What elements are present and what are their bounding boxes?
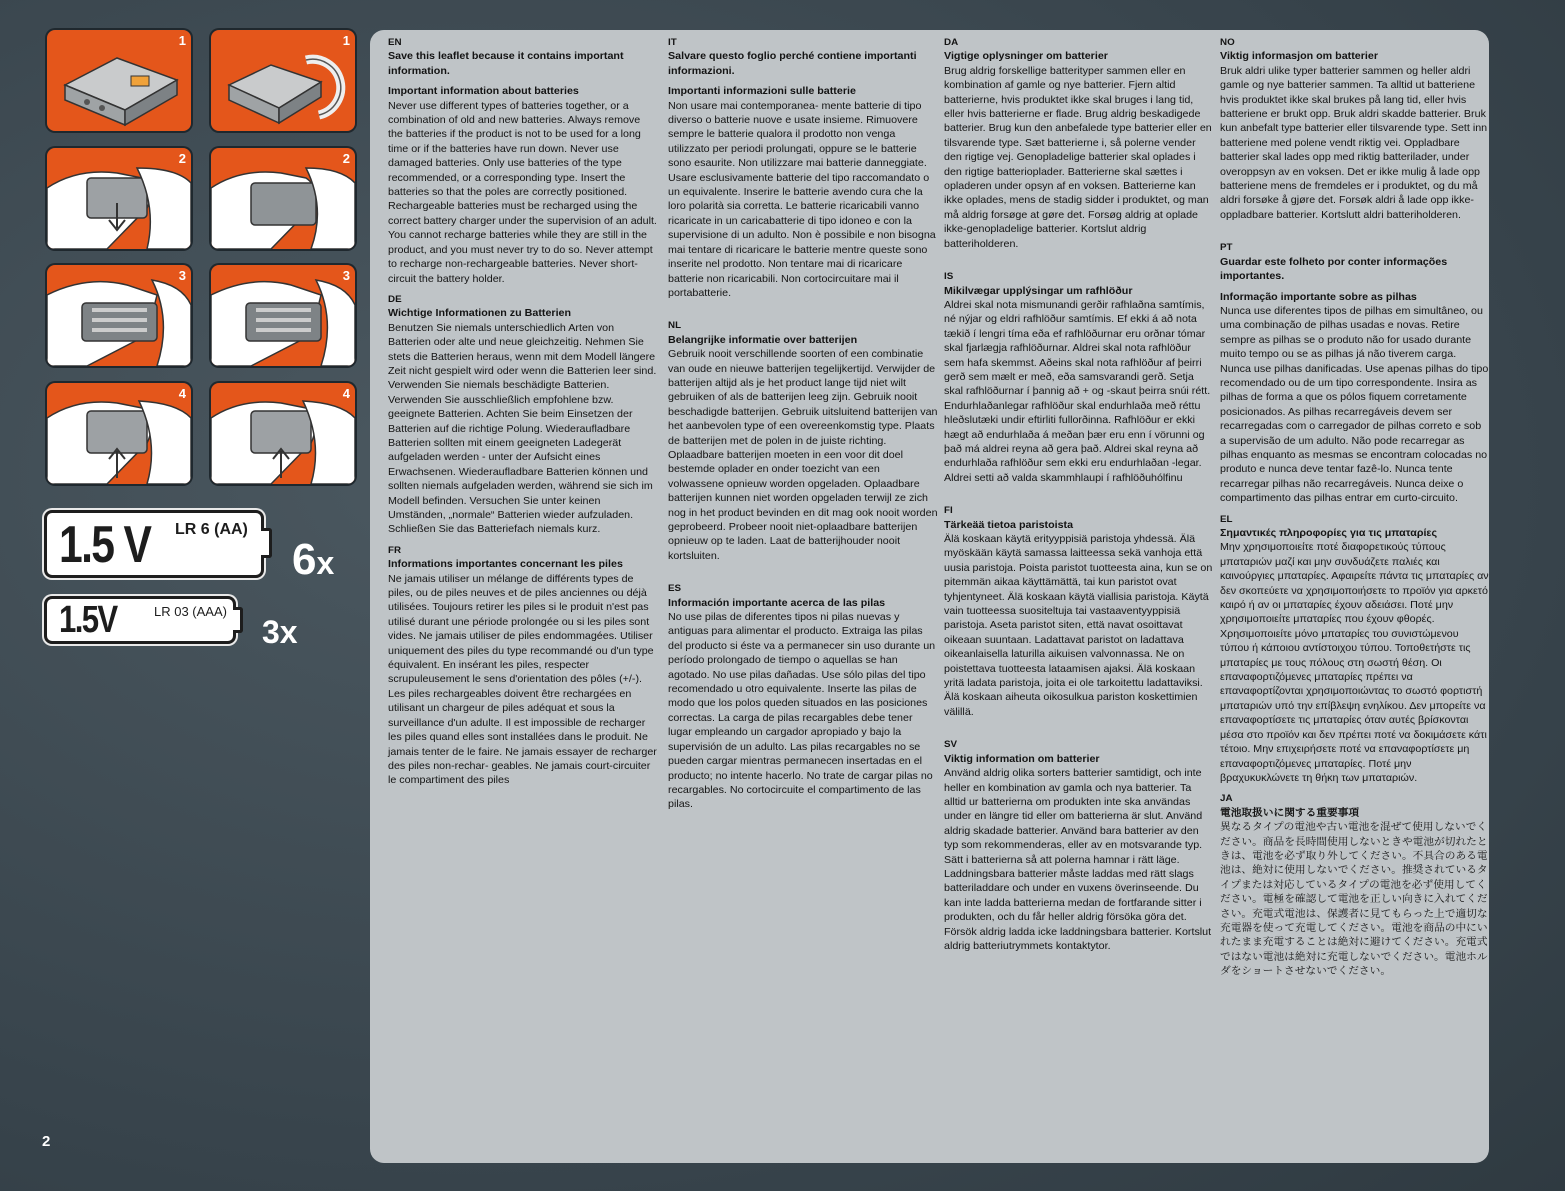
section-no	[1220, 36, 1490, 223]
battery-qty-number: 3x	[262, 614, 298, 650]
battery-box-icon	[47, 30, 191, 131]
section-body: Aldrei skal nota mismunandi gerðir rafhlaðna samtímis, né nýjar og eldri rafhlöður samtímis. Ef ekki á að nota tækið í lengri tíma eða ef rafhlöðurnar eru orðnar tómar skal fjarlægja rafhlöðurnar. Aldrei skal nota rafhlöður sem hafa skemmst. Aðeins skal nota rafhlöður af þeirri gerð sem mælt er með, eða samsvarandi gerð. Setja skal rafhlöðurnar í þannig að + og -skaut þeirra snúi rétt. Endurhlaðanlegar rafhlöður skal endurhlaða með réttu hleðslutæki undir eftirliti fullorðinna. Rafhlöður er ekki hægt að endurhlaða á meðan þær eru enn í vörunni og það má aldrei reyna að gera það. Aldrei skal reyna að endurhlaða rafhlöður sem ekki eru endurhlaðan -legar. Aldrei setti að valda skammhlaupi í rafhlöðuhólfinu	[944, 299, 1211, 484]
hands-open-box-icon	[211, 148, 355, 249]
section-body: Älä koskaan käytä erityyppisiä paristoja yhdessä. Älä myöskään käytä samassa laitteessa sekä vanhoja että uusia paristoja. Poista paristot tuotteesta aina, kun se on pitemmän aikaa käyttämättä, tai kun paristot ovat tyhjentyneet. Älä koskaan käytä viallisia paristoja. Käytä vain tuotteessa suositeltuja tai vastaaventyyppisiä paristoja. Aseta paristot siten, että navat osoittavat oikeaan suuntaan. Ladattavat paristot on ladattava oikeanlaisella laturilla aikuisen valvonnassa. Ne on poistettava tuotteesta lataamisen ajaksi. Älä koskaan yritä ladata paristoja, joita ei ole tarkoitettu ladattaviksi. Älä koskaan aiheuta oikosulkua pariston koskettimien välillä.	[944, 534, 1213, 718]
section-it	[668, 36, 938, 79]
step-2b-panel	[211, 148, 355, 249]
step-3a-panel	[47, 265, 191, 366]
hands-insert-batteries-icon	[211, 265, 355, 366]
step-number: 3	[342, 268, 350, 283]
text-column-2	[668, 36, 938, 819]
section-body: Bruk aldri ulike typer batterier sammen og heller aldri gamle og nye batterier sammen. Ta alltid ut batteriene hvis produktet ikke skal brukes på lang tid, eller hvis batteriene er brukt opp. Bruk aldri skadde batterier. Bruk kun anbefalt type batterier eller tilsvarende type. Sett inn batteriene med polene vendt riktig vei. Oppladbare batterier skal lades opp med riktig batterilader, under overoppsyn av en voksen. Det er ikke mulig å lade opp batteriene mens de fremdeles er i produktet, og du må aldri forsøke å gjøre det. Forsøk aldri å lade opp ikke-oppladbare batterier. Kortslutt aldri batteriholderen.	[1220, 65, 1488, 221]
section-heading: Wichtige Informationen zu Batterien	[388, 308, 572, 320]
language-code: IT	[668, 37, 677, 48]
intro-note: Save this leaflet because it contains important information.	[388, 51, 624, 77]
language-code: SV	[944, 739, 958, 751]
language-code: NL	[668, 320, 682, 332]
language-code: PT	[1220, 242, 1233, 254]
step-1a-panel	[47, 30, 191, 131]
section-is	[944, 270, 1214, 486]
safety-text-panel	[370, 30, 1489, 1163]
step-number: 3	[178, 268, 186, 283]
section-fi	[944, 504, 1214, 720]
battery-type: LR 6 (AA)	[175, 521, 248, 538]
battery-voltage: 1.5 V	[59, 516, 151, 574]
language-code: ES	[668, 583, 682, 595]
step-number: 4	[342, 386, 350, 401]
language-code: FR	[388, 544, 402, 556]
intro-note: Guardar este folheto por conter informações importantes.	[1220, 256, 1448, 283]
language-code: DA	[944, 37, 959, 48]
section-heading: Informação importante sobre as pilhas	[1220, 291, 1417, 303]
language-code: DE	[388, 293, 402, 305]
section-heading: Σημαντικές πληροφορίες για τις μπαταρίες	[1220, 528, 1438, 539]
section-heading: Informations importantes concernant les piles	[388, 559, 623, 571]
section-body: Använd aldrig olika sorters batterier samtidigt, och inte heller en kombination av gamla och nya batterier. Ta alltid ur batterierna om produkten inte ska användas under en längre tid eller om batterierna är slut. Använd aldrig skadade batterier. Använd bara batterier av den typ som rekommenderas, eller av en motsvarande typ. Sätt i batterierna så att polerna hamnar i rätt läge. Laddningsbara batterier måste laddas med rätt slags batteriladdare och under en vuxens överinseende. Du kan inte ladda batterierna medan de fortfarande sitter i produkten, och du får heller aldrig försöka göra det. Försök aldrig ladda icke laddningsbara batterier. Kortslut aldrig batteriutrymmets kontaktytor.	[944, 768, 1212, 952]
section-el	[1220, 513, 1490, 787]
hands-close-box-icon	[211, 383, 355, 484]
step-4a-panel	[47, 383, 191, 484]
battery-type: LR 03 (AAA)	[154, 604, 227, 619]
section-heading: Vigtige oplysninger om batterier	[944, 51, 1108, 63]
section-es	[668, 582, 938, 813]
battery-qty-number: 6	[292, 535, 317, 584]
language-code: IS	[944, 271, 954, 283]
language-code: FI	[944, 505, 953, 517]
section-fr	[388, 544, 658, 789]
section-nl	[668, 319, 938, 564]
section-heading: Importanti informazioni sulle batterie	[668, 86, 856, 98]
section-body: 異なるタイプの電池や古い電池を混ぜて使用しないでください。商品を長時間使用しないときや電池が切れたときは、電池を必ず取り外してください。不具合のある電池は、絶対に使用しないでください。推奨されているタイプまたは対応しているタイプの電池を必ず使用してください。電極を確認して電池を正しい向きに入れてください。充電式電池は、保護者に見てもらった上で適切な充電器を使って充電してください。電池を商品の中にいれたまま充電することは絶対に避けてください。充電式ではない電池は絶対に充電しないでください。電池ホルダをショートさせないでください。	[1220, 822, 1488, 978]
text-column-1	[388, 36, 658, 795]
section-body: Non usare mai contemporanea- mente batterie di tipo diverso o batterie nuove e usate insieme. Rimuovere sempre le batterie qualora il prodotto non venga utilizzato per periodi prolungati, oppure se le batterie sono esaurite. Non utilizzare mai batterie danneggiate. Usare esclusivamente batterie del tipo raccomandato o un equivalente. Inserire le batterie avendo cura che la loro polarità sia corretta. Le batterie ricaricabili vanno ricaricate in un caricabatterie di tipo idoneo e con la supervisione di un adulto. Non è possibile e non bisogna mai tentare di ricaricare le batterie mentre queste sono inserite nel prodotto. Non tentare mai di ricaricare batterie non ricaricabili. Non cortocircuitare mai il portabatterie.	[668, 100, 936, 299]
section-body: Ne jamais utiliser un mélange de différents types de piles, ou de piles neuves et de piles anciennes ou déjà utilisées. Toujours retirer les piles si le produit n'est pas utilisé durant une période prolongée ou si les piles sont vides. Ne jamais utiliser de piles endommagées. Utiliser uniquement des piles du type recommandé ou d'un type équivalent. En insérant les piles, respecter scrupuleusement le sens d'orientation des pôles (+/-). Les piles rechargeables doivent être rechargées en utilisant un chargeur de piles adéquat et sous la surveillance d'un adulte. Il est impossible de recharger les piles quand elles sont installées dans le produit. Ne jamais tenter de le faire. Ne jamais essayer de recharger des piles non-rechar- geables. Ne jamais court-circuiter le compartiment des piles	[388, 573, 657, 787]
step-number: 2	[178, 151, 186, 166]
section-en-body	[388, 85, 658, 287]
battery-qty-suffix: x	[316, 545, 335, 581]
section-heading: Mikilvægar upplýsingar um rafhlöður	[944, 285, 1133, 297]
section-heading: 電池取扱いに関する重要事項	[1220, 807, 1360, 819]
section-heading: Tärkeää tietoa paristoista	[944, 519, 1074, 531]
language-code: EN	[388, 37, 402, 48]
language-code: NO	[1220, 37, 1235, 48]
text-column-4	[1220, 36, 1490, 986]
section-it-body	[668, 85, 938, 301]
section-heading: Important information about batteries	[388, 86, 579, 98]
section-body: Never use different types of batteries together, or a combination of old and new batteries. Always remove the batteries if the product is not to be used for a long time or if the batteries have run down. Never use damaged batteries. Only use batteries of the type recommended, or a corresponding type. Insert the batteries so that the poles are correctly positioned. Rechargeable batteries must be recharged using the correct battery charger under the supervision of an adult. You cannot recharge batteries while they are still in the product, and you must never try to do so. Never attempt to recharge non-rechargeable batteries. Never short-circuit the battery holder.	[388, 100, 657, 285]
section-ja	[1220, 792, 1490, 979]
text-column-3	[944, 36, 1214, 960]
section-sv	[944, 738, 1214, 954]
section-heading: Información importante acerca de las pilas	[668, 597, 886, 609]
language-code: JA	[1220, 793, 1233, 805]
battery-box-rotate-icon	[211, 30, 355, 131]
section-heading: Belangrijke informatie over batterijen	[668, 334, 858, 346]
battery-aa-icon	[44, 510, 264, 578]
step-4b-panel	[211, 383, 355, 484]
section-body: No use pilas de diferentes tipos ni pilas nuevas y antiguas para alimentar el producto. Extraiga las pilas del producto si éste va a permanecer sin uso durante un período prolongado de tiempo o aquellas se han agotado. No use pilas dañadas. Use sólo pilas del tipo recomendado u otro equivalente. Inserte las pilas de modo que los polos queden situados en las posiciones correctas. La carga de pilas recargables debe tener lugar empleando un cargador apropiado y bajo la supervisión de un adulto. Las pilas recargables no se pueden cargar mientras permanecen insertadas en el producto; no intente hacerlo. No trate de cargar pilas no recargables. No cortocircuite el compartimento de las pilas.	[668, 612, 936, 811]
section-body: Gebruik nooit verschillende soorten of een combinatie van oude en nieuwe batterijen tegelijkertijd. Verwijder de batterijen altijd als je het product lange tijd niet wilt gebruiken of als de batterijen leeg zijn. Gebruik nooit beschadigde batterijen. Gebruik uitsluitend batterijen van het aanbevolen type of een overeenkomstig type. Plaats de batterijen met de polen in de juiste richting. Oplaadbare batterijen moeten in een voor dit doel bestemde oplader en onder toezicht van een volwassene opnieuw worden opgeladen. Oplaadbare batterijen kunnen niet worden opgeladen terwijl ze zich nog in het product bevinden en dit mag ook nooit worden geprobeerd. Probeer nooit niet-oplaadbare batterijen opnieuw op te laden. Laat de batterijhouder nooit kortsluiten.	[668, 349, 938, 562]
battery-terminal	[233, 607, 243, 633]
battery-aaa-icon	[44, 596, 236, 644]
section-body: Benutzen Sie niemals unterschiedlich Arten von Batterien oder alte und neue gleichzeitig. Nehmen Sie stets die Batterien heraus, wenn mit dem Modell längere Zeit nicht gespielt wird oder wenn die Batterien leer sind. Verwenden Sie niemals beschädigte Batterien. Verwenden Sie ausschließlich empfohlene bzw. geeignete Batterien. Achten Sie beim Einsetzen der Batterien auf die richtige Polung. Wiederaufladbare Batterien sollten mit einem geeigneten Ladegerät aufgeladen werden - unter der Aufsicht eines Erwachsenen. Wiederaufladbare Batterien können und sollten niemals aufgeladen werden, während sie sich im Modell befinden. Versuchen Sie unter keinen Umständen, „normale“ Batterien wieder aufzuladen. Schließen Sie das Batteriefach niemals kurz.	[388, 322, 657, 536]
step-3b-panel	[211, 265, 355, 366]
hands-insert-batteries-icon	[47, 265, 191, 366]
step-number: 4	[178, 386, 186, 401]
hands-slide-up-icon	[47, 383, 191, 484]
section-body: Brug aldrig forskellige batterityper sammen eller en kombination af gamle og nye batterier. Fjern altid batterierne, hvis produktet ikke skal bruges i lang tid, eller hvis batterierne er flade. Brug aldrig beskadigede batterier. Brug kun den anbefalede type batterier eller en tilsvarende type. Sæt batterierne i, så polerne vender den rigtige vej. Genopladelige batterier skal oplades i den rigtige batterioplader. Batterierne skal sættes i opladeren under opsyn af en voksen. Batterierne kan ikke oplades, mens de stadig sidder i produktet, og man må aldrig forsøge at gøre det. Forsøg aldrig at oplade ikke-genopladelige batterier. Kortslut aldrig batteriholderen.	[944, 65, 1212, 250]
page-number: 2	[42, 1133, 51, 1150]
section-heading: Viktig informasjon om batterier	[1220, 51, 1378, 63]
section-en	[388, 36, 658, 79]
section-body: Μην χρησιμοποιείτε ποτέ διαφορετικούς τύπους μπαταριών μαζί και μην συνδυάζετε παλιές και καινούργιες μπαταρίες. Αφαιρείτε πάντα τις μπαταρίες αν δεν σκοπεύετε να χρησιμοποιήσετε το προϊόν για αρκετό καιρό ή αν οι μπαταρίες έχουν αδειάσει. Ποτέ μην χρησιμοποιείτε μπαταρίες που έχουν φθορές. Χρησιμοποιείτε μόνο μπαταρίες του συνιστώμενου τύπου ή κάποιου αντίστοιχου τύπου. Τοποθετήστε τις μπαταρίες με τους πόλους στη σωστή θέση. Οι επαναφορτιζόμενες μπαταρίες πρέπει να επαναφορτίζονται χρησιμοποιώντας το σωστό φορτιστή μπαταριών υπό την επίβλεψη ενηλίκου. Δεν μπορείτε να επαναφορτίσετε τις μπαταρίες όταν αυτές βρίσκονται μέσα στο προϊόν και δεν πρέπει ποτέ να δοκιμάσετε κάτι τέτοιο. Μην επιχειρήσετε ποτέ να επαναφορτίσετε μη επαναφορτιζόμενες μπαταρίες. Ποτέ μην βραχυκυκλώνετε τη θήκη των μπαταριών.	[1220, 542, 1489, 784]
step-number: 1	[342, 33, 350, 48]
step-number: 2	[342, 151, 350, 166]
hands-slide-down-icon	[47, 148, 191, 249]
step-2a-panel	[47, 148, 191, 249]
section-da	[944, 36, 1214, 252]
section-de	[388, 293, 658, 538]
intro-note: Salvare questo foglio perché contiene importanti informazioni.	[668, 51, 917, 77]
step-number: 1	[178, 33, 186, 48]
section-pt-body	[1220, 291, 1490, 507]
section-heading: Viktig information om batterier	[944, 753, 1100, 765]
section-body: Nunca use diferentes tipos de pilhas em simultâneo, ou uma combinação de pilhas usadas e novas. Retire sempre as pilhas se o produto não for usado durante muito tempo ou se as pilhas já não tiverem carga. Nunca use pilhas danificadas. Use apenas pilhas do tipo recomendado ou de um tipo correspondente. Insira as pilhas de forma a que os pólos fiquem corretamente posicionados. As pilhas recarregáveis devem ser recarregadas com o carregador de pilhas correto e sob a supervisão de um adulto. Não pode recarregar as pilhas enquanto as mesmas se encontram colocadas no produto e nunca deve tentar fazê-lo. Nunca tente recarregar pilhas não recarregáveis. Nunca deixe o compartimento das pilhas entrar em curto-circuito.	[1220, 305, 1489, 505]
battery-terminal	[261, 528, 272, 558]
battery-aa-quantity	[292, 535, 334, 585]
language-code: EL	[1220, 513, 1233, 525]
battery-aaa-quantity	[262, 614, 298, 651]
section-pt	[1220, 241, 1490, 284]
battery-voltage: 1.5V	[59, 599, 117, 641]
step-1b-panel	[211, 30, 355, 131]
